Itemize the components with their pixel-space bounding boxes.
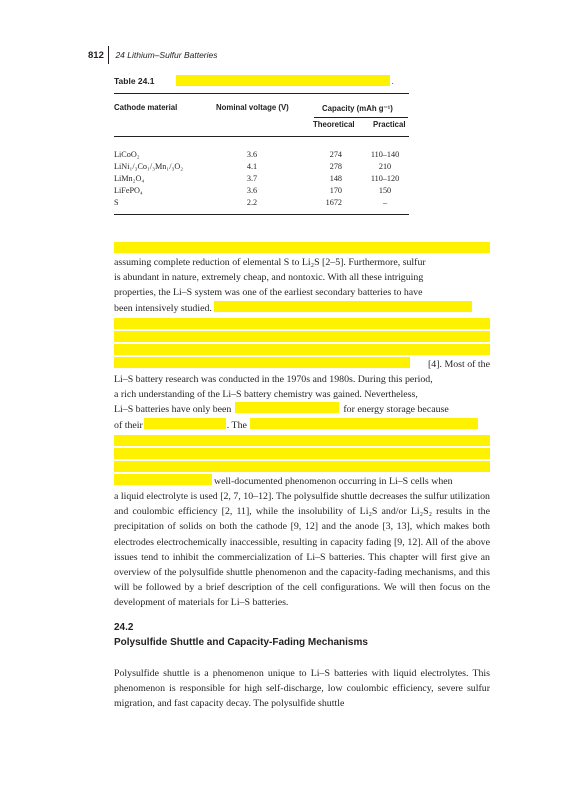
table-cell-material: S	[114, 198, 119, 207]
text-fragment: for energy storage because	[343, 404, 449, 416]
running-title: 24 Lithium–Sulfur Batteries	[115, 50, 218, 60]
table-cell-theoretical: 148	[329, 174, 342, 183]
section-paragraph	[114, 666, 490, 712]
table-cell-practical: 150	[378, 186, 392, 195]
text-line: assuming complete reduction of elemental S to Li₂S [2–5]. Furthermore, sulfur	[114, 257, 426, 268]
table-header-rule	[114, 136, 409, 137]
redaction-highlight	[114, 357, 410, 368]
table-cell-practical: –	[382, 198, 388, 207]
table-cell-practical: 110–140	[370, 150, 400, 159]
table-cell-voltage: 4.1	[246, 162, 258, 171]
running-header	[88, 46, 218, 64]
table-cell-practical: 210	[378, 162, 392, 171]
table-cell-voltage: 2.2	[246, 198, 258, 207]
table-label: Table 24.1	[114, 75, 155, 86]
section-number: 24.2	[114, 622, 134, 633]
header-divider	[108, 46, 110, 64]
redaction-highlight	[144, 418, 226, 429]
table-bottom-rule	[114, 214, 409, 215]
capacity-underline	[314, 117, 408, 118]
text-fragment: well-documented phenomenon occurring in Li–S cells when	[214, 475, 453, 487]
text-line	[114, 357, 490, 372]
body-paragraph	[114, 240, 490, 611]
page-number: 812	[88, 49, 104, 61]
table-top-rule	[114, 93, 409, 94]
redaction-highlight	[176, 75, 390, 86]
text-line	[114, 474, 490, 489]
text-line: Li–S battery research was conducted in the 1970s and 1980s. During this period,	[114, 374, 433, 386]
table-cell-material: LiCoO₂	[114, 150, 140, 159]
caption-period: .	[391, 75, 394, 86]
text-fragment: been intensively studied.	[114, 302, 212, 314]
table-cell-voltage: 3.7	[246, 174, 258, 183]
text-fragment: Li–S batteries have only been	[114, 404, 232, 416]
redaction-highlight	[114, 435, 490, 446]
table-cell-theoretical: 274	[329, 150, 342, 159]
text-fragment: . The	[226, 419, 247, 431]
text-line: properties, the Li–S system was one of the earliest secondary batteries to have	[114, 287, 423, 299]
header-practical: Practical	[373, 120, 406, 129]
header-theoretical: Theoretical	[313, 120, 355, 129]
redaction-highlight	[214, 301, 472, 312]
redaction-highlight	[235, 402, 339, 413]
table-cell-practical: 110–120	[370, 174, 400, 183]
text-line	[114, 402, 490, 417]
table-caption	[114, 75, 394, 86]
table-cell-theoretical: 278	[329, 162, 342, 171]
redaction-highlight	[114, 331, 490, 342]
text-line	[114, 301, 490, 316]
table-cell-material: LiNi₁/₃Co₁/₃Mn₁/₃O₂	[114, 162, 184, 171]
text-fragment: of their	[114, 419, 143, 431]
header-capacity: Capacity (mAh g⁻¹)	[322, 104, 393, 113]
header-material: Cathode material	[114, 103, 178, 112]
section-title: Polysulfide Shuttle and Capacity-Fading Mechanisms	[114, 637, 368, 648]
redaction-highlight	[114, 344, 490, 355]
text-line	[114, 418, 490, 433]
text-block: Polysulfide shuttle is a phenomenon unique to Li–S batteries with liquid electrolytes. This phenomenon is responsible for high self-discharge, low coulombic efficiency, severe sulfur migration, and fast capacity decay. The polysulfide shuttle	[114, 668, 490, 710]
redaction-highlight	[114, 242, 490, 253]
table-cell-theoretical: 1672	[325, 198, 342, 207]
text-fragment: [4]. Most of the	[428, 358, 490, 370]
table-cell-theoretical: 170	[329, 186, 342, 195]
table-cell-material: LiMn₂O₄	[114, 174, 145, 183]
redaction-highlight	[114, 474, 212, 485]
table-cell-voltage: 3.6	[246, 150, 258, 159]
redaction-highlight	[114, 448, 490, 459]
redaction-highlight	[114, 461, 490, 472]
header-voltage: Nominal voltage (V)	[216, 103, 289, 112]
text-line: is abundant in nature, extremely cheap, and nontoxic. With all these intriguing	[114, 272, 424, 284]
table-cell-voltage: 3.6	[246, 186, 258, 195]
redaction-highlight	[250, 418, 478, 429]
text-block: a liquid electrolyte is used [2, 7, 10–12]. The polysulfide shuttle decreases the sulfur utilization and coulombic efficiency [2, 11], while the insolubility of Li₂S and/or Li₂S₂ results in the precipitation of solids on both the cathode [9, 12] and the anode [3, 13], which makes both electrodes electrochemically inaccessible, resulting in capacity fading [9, 12]. All of the above issues tend to inhibit the commercialization of Li–S batteries. This chapter will first give an overview of the polysulfide shuttle phenomenon and the capacity-fading mechanisms, and this will be followed by a brief description of the cell configurations. We will then focus on the development of materials for Li–S batteries.	[114, 491, 490, 609]
text-line: a rich understanding of the Li–S battery chemistry was gained. Nevertheless,	[114, 389, 418, 401]
redaction-highlight	[114, 318, 490, 329]
table-cell-material: LiFePO₄	[114, 186, 143, 195]
